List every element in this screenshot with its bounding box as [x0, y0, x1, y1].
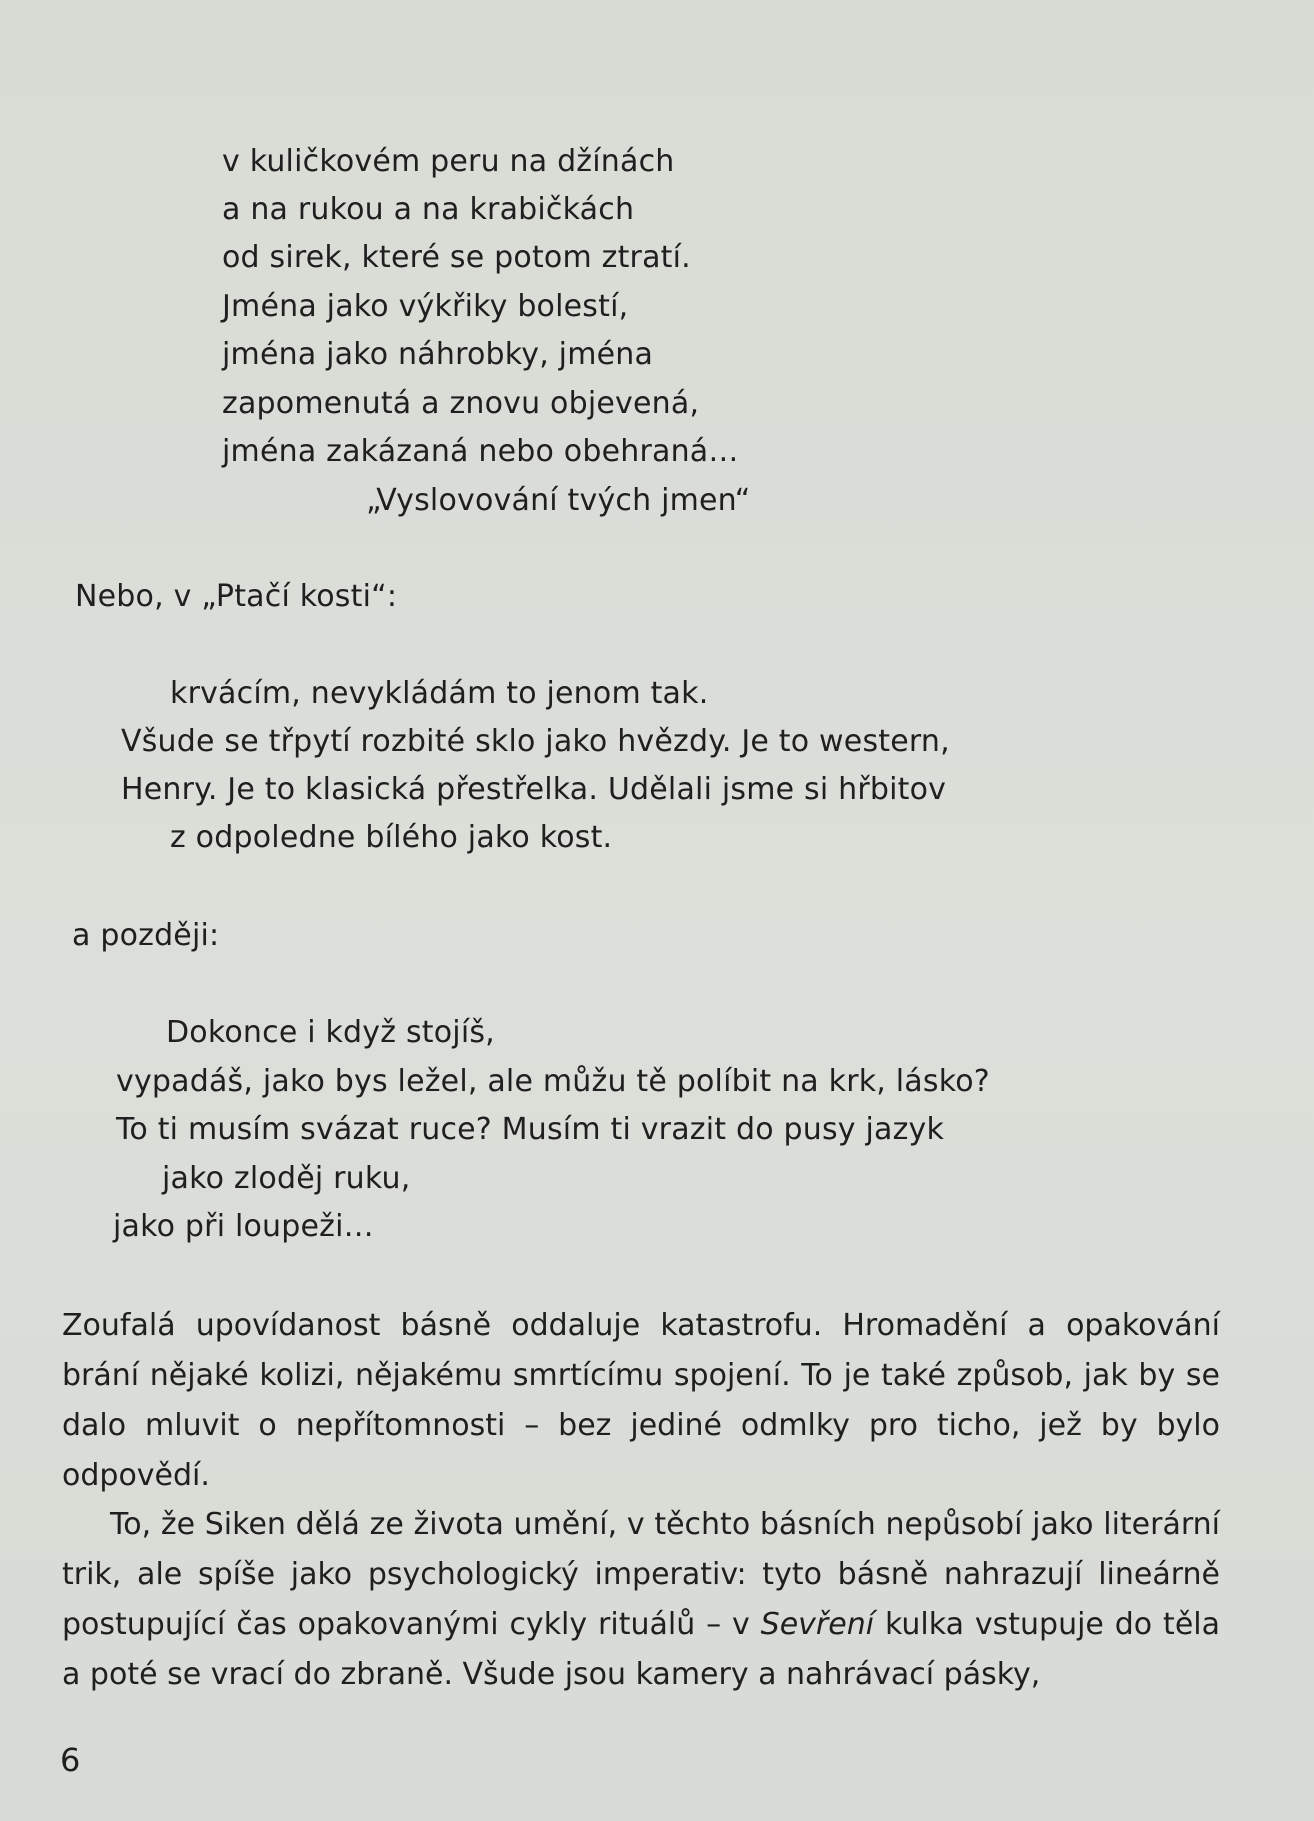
intro-text-3: a později:: [72, 918, 220, 953]
paragraph2-text-end: kulka vstupuje do těla a poté se vrací do zbraně. Všude jsou kamery a nahrávací pásky,: [62, 1607, 1220, 1692]
poem2-line-4: z odpoledne bílého jako kost.: [170, 820, 613, 855]
poem3-line-2: vypadáš, jako bys ležel, ale můžu tě políbit na krk, lásko?: [116, 1064, 990, 1099]
body-paragraph-1: Zoufalá upovídanost básně oddaluje katastrofu. Hromadění a opakování brání nějaké kolizi, nějakému smrtícímu spojení. To je také způsob, jak by se dalo mluvit o nepřítomnosti – bez jediné odmlky pro ticho, jež by bylo odpovědí.: [62, 1308, 1220, 1493]
poem2-line-1: krvácím, nevykládám to jenom tak.: [170, 676, 709, 711]
intro-text-2: Nebo, v „Ptačí kosti“:: [75, 579, 398, 614]
poem1-line-7: jména zakázaná nebo obehraná…: [222, 434, 739, 469]
poem1-line-2: a na rukou a na krabičkách: [222, 192, 635, 227]
poem3-line-5: jako při loupeži…: [113, 1209, 374, 1244]
poem1-line-4: Jména jako výkřiky bolestí,: [222, 289, 629, 324]
body-paragraph-2: [62, 1500, 1220, 1700]
paragraph2-text-start: To, že Siken dělá ze života umění, v těchto básních nepůsobí jako literární trik, ale spíše jako psychologický imperativ: tyto básně nahrazují lineárně postupující čas opakovanými cykly rituálů – v: [62, 1507, 1220, 1642]
poem3-line-4: jako zloděj ruku,: [162, 1161, 411, 1196]
poem2-line-3: Henry. Je to klasická přestřelka. Udělali jsme si hřbitov: [121, 772, 947, 807]
poem3-line-3: To ti musím svázat ruce? Musím ti vrazit do pusy jazyk: [116, 1112, 945, 1147]
poem1-line-6: zapomenutá a znovu objevená,: [222, 386, 700, 421]
poem-title-italic: Sevření: [760, 1607, 875, 1642]
poem1-line-1: v kuličkovém peru na džínách: [222, 144, 675, 179]
poem3-line-1: Dokonce i když stojíš,: [166, 1015, 495, 1050]
poem2-line-2: Všude se třpytí rozbité sklo jako hvězdy. Je to western,: [121, 724, 950, 759]
poem1-line-3: od sirek, které se potom ztratí.: [222, 240, 691, 275]
poem1-source: „Vyslovování tvých jmen“: [366, 483, 751, 518]
page-number: 6: [60, 1741, 81, 1779]
poem1-line-5: jména jako náhrobky, jména: [222, 337, 654, 372]
